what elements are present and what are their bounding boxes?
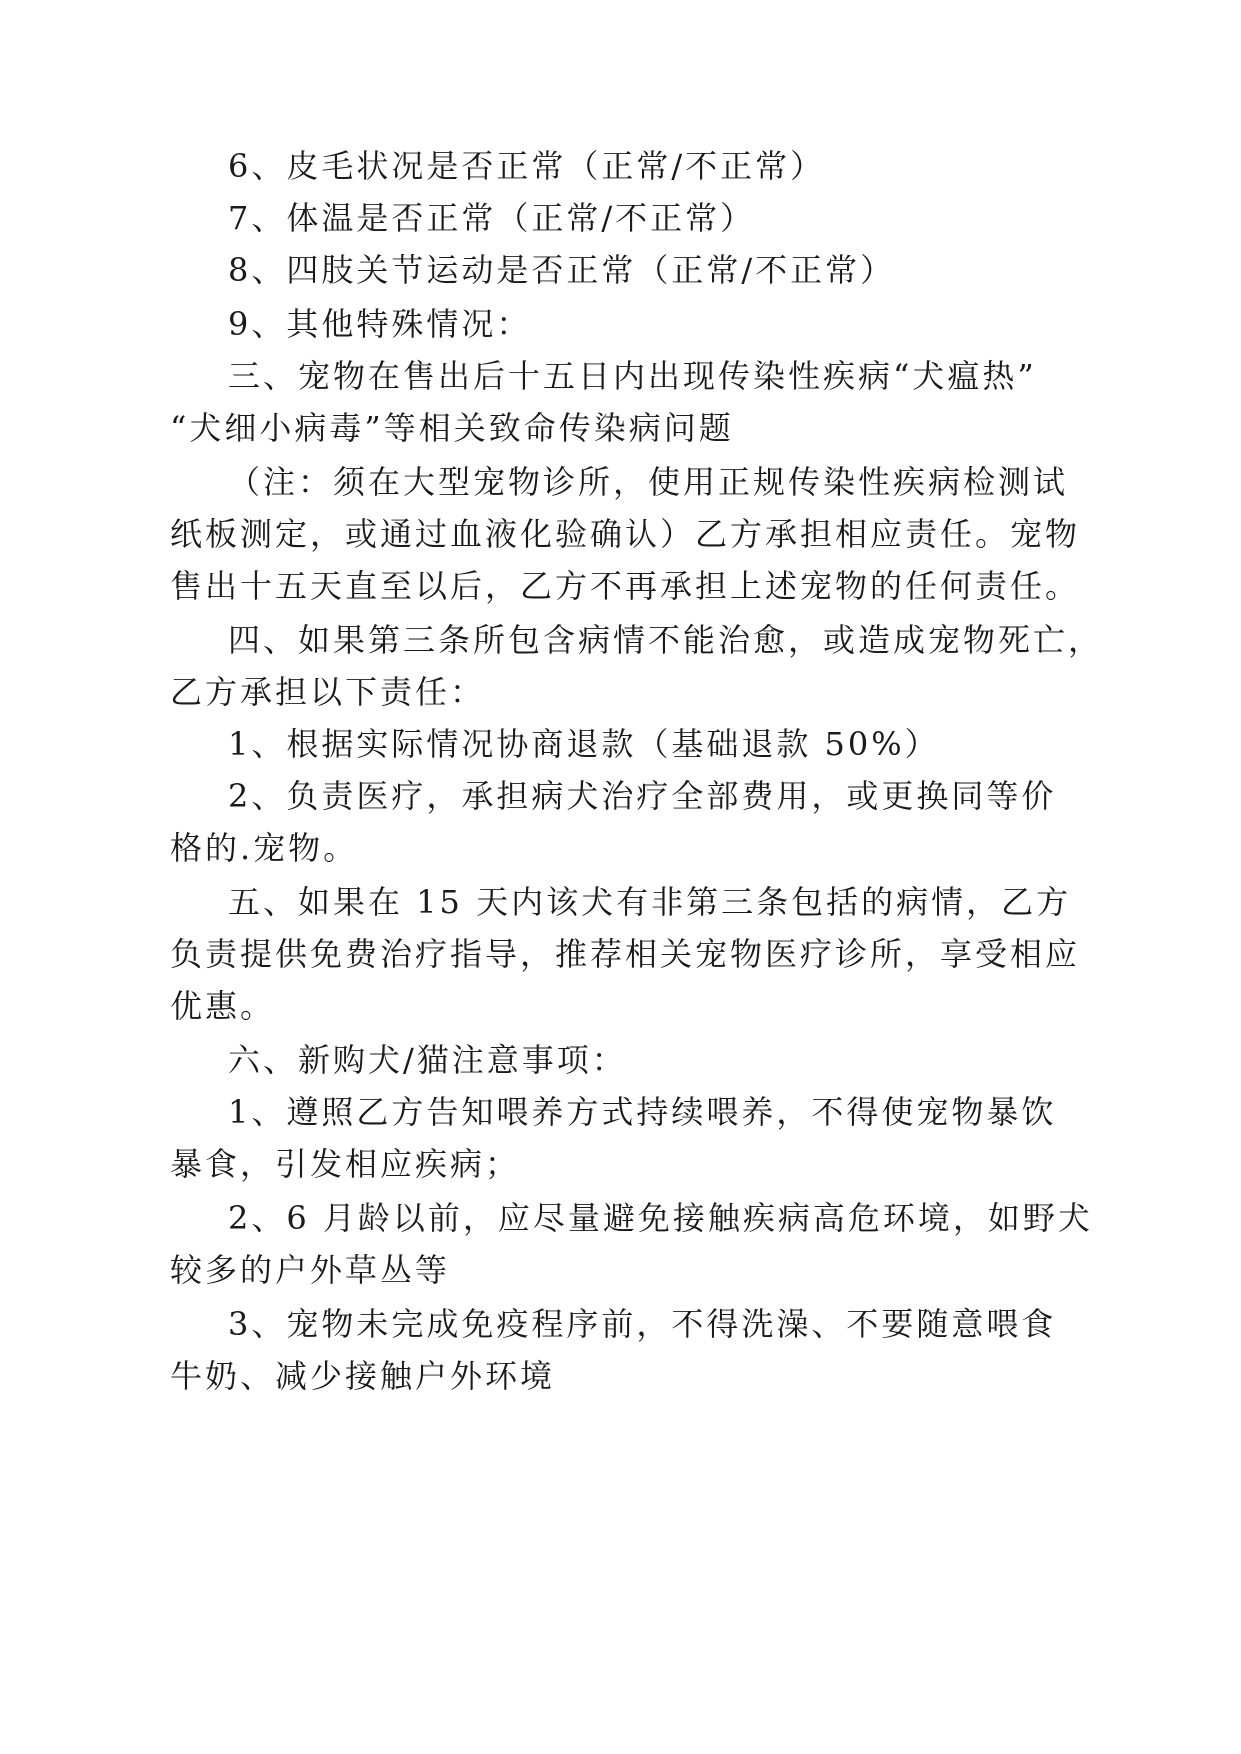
text-line: 负责提供免费治疗指导，推荐相关宠物医疗诊所，享受相应 — [170, 935, 1081, 973]
text-line: 暴食，引发相应疾病； — [170, 1145, 521, 1183]
text-line: 6、皮毛状况是否正常（正常/不正常） — [228, 147, 826, 185]
text-line: 1、遵照乙方告知喂养方式持续喂养，不得使宠物暴饮 — [228, 1093, 1057, 1131]
text-line: 优惠。 — [170, 987, 276, 1025]
text-line: 三、宠物在售出后十五日内出现传染性疾病“犬瘟热” — [228, 357, 1037, 395]
text-line: 格的.宠物。 — [170, 829, 359, 867]
text-line: 四、如果第三条所包含病情不能治愈，或造成宠物死亡， — [228, 621, 1104, 659]
text-line: 8、四肢关节运动是否正常（正常/不正常） — [228, 251, 896, 289]
text-line: 牛奶、减少接触户外环境 — [170, 1357, 556, 1395]
text-line: 2、6 月龄以前，应尽量避免接触疾病高危环境，如野犬 — [228, 1199, 1093, 1237]
text-line: 1、根据实际情况协商退款（基础退款 50%） — [228, 725, 940, 763]
text-line: 纸板测定，或通过血液化验确认）乙方承担相应责任。宠物 — [170, 515, 1081, 553]
text-line: 五、如果在 15 天内该犬有非第三条包括的病情，乙方 — [228, 883, 1072, 921]
text-line: “犬细小病毒”等相关致命传染病问题 — [170, 409, 734, 447]
text-line: 售出十五天直至以后，乙方不再承担上述宠物的任何责任。 — [170, 567, 1081, 605]
text-line: 较多的户外草丛等 — [170, 1251, 451, 1289]
text-line: 六、新购犬/猫注意事项： — [228, 1041, 627, 1079]
text-line: （注：须在大型宠物诊所，使用正规传染性疾病检测试 — [228, 463, 1069, 501]
text-line: 2、负责医疗，承担病犬治疗全部费用，或更换同等价 — [228, 777, 1057, 815]
text-line: 乙方承担以下责任： — [170, 673, 486, 711]
text-line: 7、体温是否正常（正常/不正常） — [228, 199, 756, 237]
text-line: 3、宠物未完成免疫程序前，不得洗澡、不要随意喂食 — [228, 1305, 1057, 1343]
text-line: 9、其他特殊情况： — [228, 305, 532, 343]
